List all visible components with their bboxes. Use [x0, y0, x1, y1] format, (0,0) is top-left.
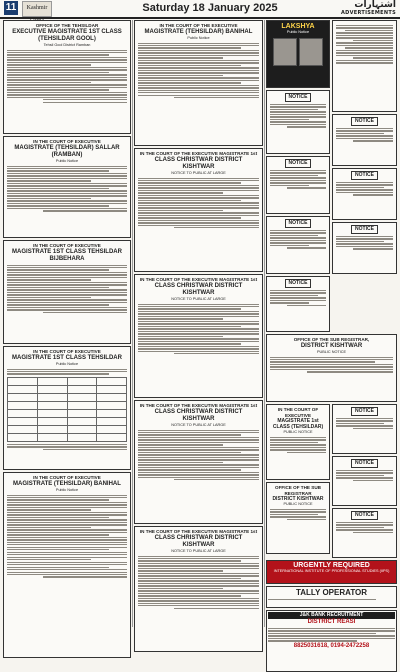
notice-small-3: [266, 216, 330, 274]
notice-subtitle: Public Notice: [187, 35, 210, 40]
notice-right-5: [332, 456, 397, 506]
notice-label: NOTICE: [285, 93, 312, 102]
recruitment-title: J&K BANK RECRUITMENT: [268, 612, 395, 619]
notice-small-1: [266, 90, 330, 154]
notice-label: NOTICE: [285, 279, 312, 288]
notice-subtitle: PUBLIC NOTICE: [283, 502, 313, 506]
notice-body: [7, 369, 127, 375]
recruitment-subtitle: DISTRICT REASI: [307, 619, 356, 625]
newspaper-logo: Kashmir: [22, 1, 52, 17]
notice-tehsildar-table: [3, 346, 131, 470]
notice-right-4: [332, 404, 397, 454]
notice-title: MAGISTRATE 1ST CLASS TEHSILDAR: [12, 354, 122, 361]
urdu-notice-1: [332, 20, 397, 112]
notice-title: MAGISTRATE (TEHSILDAR) BANIHAL: [13, 480, 121, 487]
notice-label: NOTICE: [351, 511, 378, 520]
column-left: [3, 20, 131, 627]
notice-subtitle: Tehsil Gool District Ramban: [43, 42, 91, 47]
notice-label: NOTICE: [285, 219, 312, 228]
notice-subtitle: NOTICE TO PUBLIC AT LARGE: [171, 296, 226, 301]
column-divider: [264, 20, 265, 627]
column-right: [266, 20, 397, 649]
tally-title: TALLY OPERATOR: [295, 588, 368, 597]
notice-heading: OFFICE OF THE SUB REGISTRAR: [275, 485, 321, 496]
notice-christwar-4: [134, 526, 263, 652]
notice-label: NOTICE: [351, 117, 378, 126]
notice-title: MAGISTRATE 1ST CLASS TEHSILDAR BIJBEHARA: [12, 248, 122, 262]
page-number: 11: [5, 2, 17, 13]
notice-heading: IN THE COURT OF THE EXECUTIVE MAGISTRATE 1st: [139, 403, 258, 408]
urgent-banner: [266, 560, 397, 584]
notice-heading: IN THE COURT OF EXECUTIVE: [33, 139, 101, 144]
notice-body: [7, 166, 127, 212]
notice-heading: IN THE COURT OF THE EXECUTIVE MAGISTRATE 1st: [139, 277, 258, 282]
notice-christwar-3: [134, 400, 263, 524]
masthead: [0, 0, 400, 19]
notice-right-2: [332, 168, 397, 220]
person-photo: [299, 38, 323, 66]
notice-title: MAGISTRATE (TEHSILDAR) SALLAR (RAMBAN): [14, 144, 120, 158]
notice-title: CLASS CHRISTWAR DISTRICT KISHTWAR: [154, 408, 243, 422]
notice-subtitle: NOTICE TO PUBLIC AT LARGE: [171, 170, 226, 175]
notice-body: [7, 50, 127, 103]
notice-heading: OFFICE OF THE TEHSILDAR: [35, 23, 99, 28]
notice-tehsildar-sallar: [3, 136, 131, 238]
notice-title: CLASS CHRISTWAR DISTRICT KISHTWAR: [154, 282, 243, 296]
notice-christwar-1: [134, 148, 263, 272]
notice-body: [138, 43, 259, 99]
notice-subtitle: Public Notice: [55, 158, 79, 163]
notice-heading: IN THE COURT OF EXECUTIVE: [277, 407, 319, 418]
notice-small-2: [266, 156, 330, 214]
notice-heading: OFFICE OF THE SUB REGISTRAR,: [293, 337, 370, 342]
notice-body: [138, 178, 259, 229]
notice-subtitle: NOTICE TO PUBLIC AT LARGE: [171, 422, 226, 427]
notice-tehsildar-gool: [3, 20, 131, 134]
right-subcol-b: [332, 20, 397, 334]
notice-label: NOTICE: [351, 225, 378, 234]
notice-right-6: [332, 508, 397, 558]
notice-body: [138, 304, 259, 355]
notice-heading: IN THE COURT OF THE EXECUTIVE: [159, 23, 238, 28]
notice-label: NOTICE: [285, 159, 312, 168]
notice-subtitle: NOTICE TO PUBLIC AT LARGE: [171, 548, 226, 553]
lakshya-photos: [269, 38, 327, 66]
notice-heading: IN THE COURT OF THE EXECUTIVE MAGISTRATE 1st: [139, 529, 258, 534]
column-divider: [132, 20, 133, 627]
notice-title: DISTRICT KISHTWAR: [272, 496, 324, 502]
column-middle: [134, 20, 263, 627]
notice-label: NOTICE: [351, 407, 378, 416]
notice-small-4: [266, 276, 330, 332]
notice-right-1: [332, 114, 397, 166]
notice-heading: IN THE COURT OF EXECUTIVE: [33, 475, 101, 480]
notice-title: CLASS CHRISTWAR DISTRICT KISHTWAR: [154, 534, 243, 548]
notice-heading: IN THE COURT OF THE EXECUTIVE MAGISTRATE 1st: [139, 151, 258, 156]
notice-body: [7, 495, 127, 578]
notice-subtitle: Public Notice: [55, 361, 79, 366]
right-top-row: [266, 20, 397, 334]
right-bottom-subcol-b: [332, 404, 397, 560]
right-subcol-a: [266, 20, 330, 334]
notice-heading: IN THE COURT OF EXECUTIVE: [33, 349, 101, 354]
right-bottom-subcol-a: [266, 404, 330, 560]
notice-body: [138, 556, 259, 609]
urgent-title: URGENTLY REQUIRED: [293, 562, 370, 569]
court-notice-2: [266, 482, 330, 554]
issue-date: Saturday 18 January 2025: [142, 2, 278, 14]
lakshya-title: LAKSHYA: [281, 23, 315, 30]
notice-subtitle: PUBLIC NOTICE: [316, 349, 347, 354]
recruitment-ad: [266, 610, 397, 672]
lakshya-ad: [266, 20, 330, 88]
notice-title: MAGISTRATE 1st CLASS (TEHSILDAR): [272, 418, 324, 430]
notice-body: [138, 430, 259, 481]
right-bottom-row: [266, 404, 397, 560]
notice-christwar-2: [134, 274, 263, 398]
land-records-table: [7, 377, 127, 442]
notice-title: DISTRICT KISHTWAR: [300, 342, 363, 349]
section-title-urdu: اشتہارات: [354, 0, 396, 10]
notice-title: CLASS CHRISTWAR DISTRICT KISHTWAR: [154, 156, 243, 170]
notice-bijbehara: [3, 240, 131, 344]
person-photo: [273, 38, 297, 66]
section-title: [341, 0, 396, 16]
tally-ad: [266, 586, 397, 608]
notice-right-3: [332, 222, 397, 274]
notice-subtitle: PUBLIC NOTICE: [283, 430, 313, 434]
notice-label: NOTICE: [351, 459, 378, 468]
notice-title: MAGISTRATE (TEHSILDAR) BANIHAL: [144, 28, 253, 35]
urgent-subtitle: INTERNATIONAL INSTITUTE OF PROFESSIONAL STUDIES (IIPS): [273, 569, 390, 573]
court-notice-1: [266, 404, 330, 480]
contact-phone: 8825031618, 0194-2472258: [293, 642, 370, 649]
notice-heading: IN THE COURT OF EXECUTIVE: [33, 243, 101, 248]
notice-banihal: [3, 472, 131, 658]
notice-body: [7, 265, 127, 314]
notice-banihal-2: [134, 20, 263, 146]
notice-label: NOTICE: [351, 171, 378, 180]
office-sub-registrar: [266, 334, 397, 402]
lakshya-subtitle: Public Notice: [286, 30, 310, 34]
notice-subtitle: Public Notice: [55, 487, 79, 492]
notice-title: EXECUTIVE MAGISTRATE 1ST CLASS (TEHSILDAR GOOL): [12, 28, 122, 42]
section-title-en: ADVERTISEMENTS: [340, 10, 396, 16]
